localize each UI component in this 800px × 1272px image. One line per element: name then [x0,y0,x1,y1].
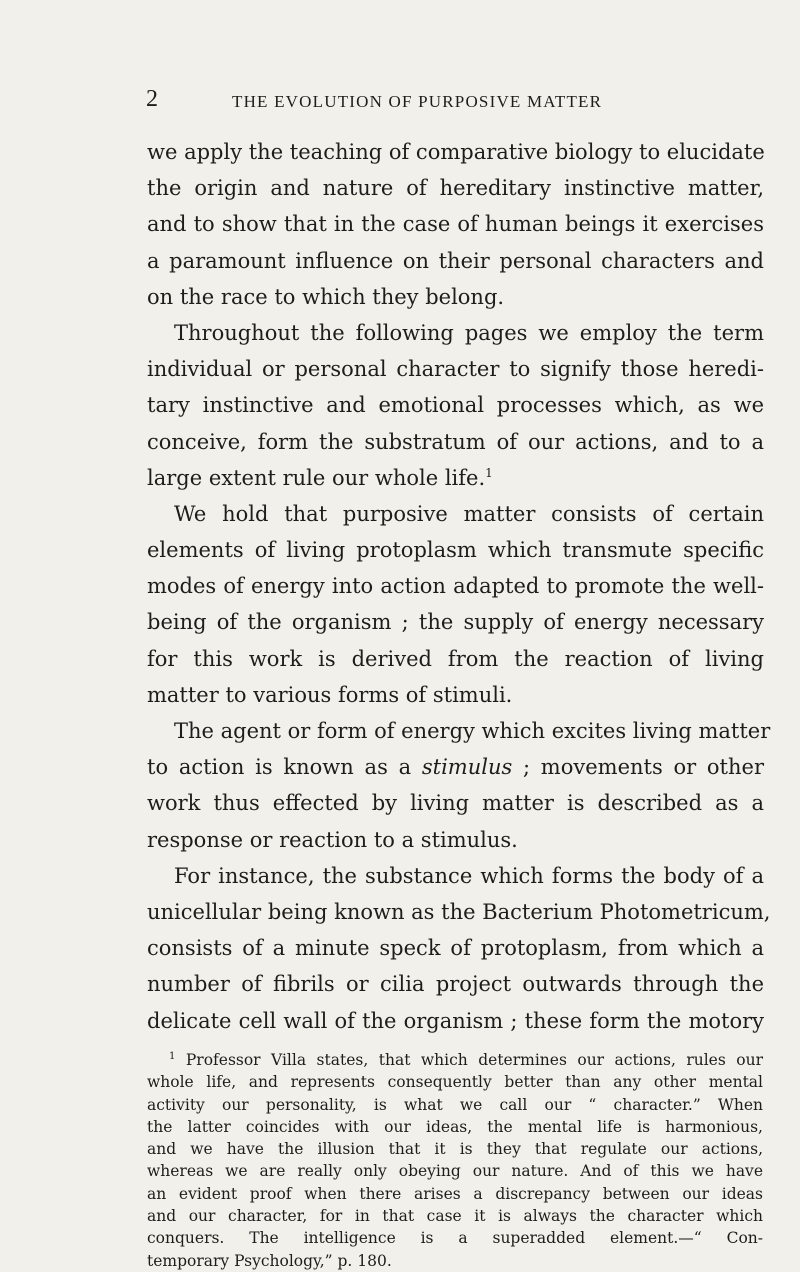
text-line [147,460,764,496]
text-line [147,749,764,785]
text-line: tary instinctive and emotional processes which, as we [147,393,764,418]
footnote-line: whereas we are really only obeying our nature. And of this we have [147,1162,763,1181]
text-line: conceive, form the substratum of our actions, and to a [147,429,764,454]
footnote [147,1049,763,1272]
footnote-line: conquers. The intelligence is a superadded element.—“ Con- [147,1229,763,1248]
text-line-content: to action is known as a [147,755,412,780]
italic-term: stimulus [421,755,513,780]
footnote-reference: 1 [485,465,493,480]
text-line: work thus effected by living matter is described as a [147,791,764,816]
text-line: response or reaction to a stimulus. [147,827,518,852]
text-line: for this work is derived from the reaction of living [147,646,764,671]
text-line: matter to various forms of stimuli. [147,682,513,707]
text-line-content: ; movements or other [512,755,764,780]
text-line-content: large extent rule our whole life. [147,465,486,490]
footnote-line [147,1049,763,1071]
text-line: elements of living protoplasm which transmute specific [147,538,764,563]
text-line: unicellular being known as the Bacterium Photometricum, [147,899,771,924]
text-line: number of fibrils or cilia project outwards through the [147,972,764,997]
footnote-line: an evident proof when there arises a discrepancy between our ideas [147,1184,763,1203]
footnote-line: and we have the illusion that it is they that regulate our actions, [147,1140,763,1159]
text-line: on the race to which they belong. [147,284,505,309]
footnote-line: activity our personality, is what we call our “ character.” When [147,1095,763,1114]
footnote-line: whole life, and represents consequently better than any other mental [147,1073,763,1092]
text-line: modes of energy into action adapted to promote the well- [147,574,764,599]
footnote-line-content: Professor Villa states, that which determines our actions, rules our [185,1051,764,1069]
text-line: The agent or form of energy which excites living matter [174,719,771,743]
text-line: We hold that purposive matter consists of certain [174,501,764,526]
text-line: a paramount influence on their personal characters and [147,248,764,273]
text-line: the origin and nature of hereditary instinctive matter, [147,176,764,201]
text-line: being of the organism ; the supply of energy necessary [147,610,764,635]
text-line: and to show that in the case of human beings it exercises [147,212,764,237]
footnote-line: temporary Psychology,” p. 180. [147,1251,392,1270]
text-line: consists of a minute speck of protoplasm, from which a [147,936,764,961]
page-number: 2 [146,86,158,112]
running-title: THE EVOLUTION OF PURPOSIVE MATTER [232,92,603,111]
page-header [146,86,666,116]
text-line: For instance, the substance which forms the body of a [174,863,764,888]
text-line: delicate cell wall of the organism ; these form the motory [147,1008,764,1033]
text-line: we apply the teaching of comparative biology to elucidate [147,140,765,164]
body-text [147,134,771,1039]
footnote-marker: 1 [169,1050,176,1062]
footnote-line: the latter coincides with our ideas, the mental life is harmonious, [147,1117,763,1136]
text-line: individual or personal character to signify those heredi- [147,357,764,382]
footnote-line: and our character, for in that case it is always the character which [147,1207,763,1226]
text-line: Throughout the following pages we employ the term [174,320,764,345]
